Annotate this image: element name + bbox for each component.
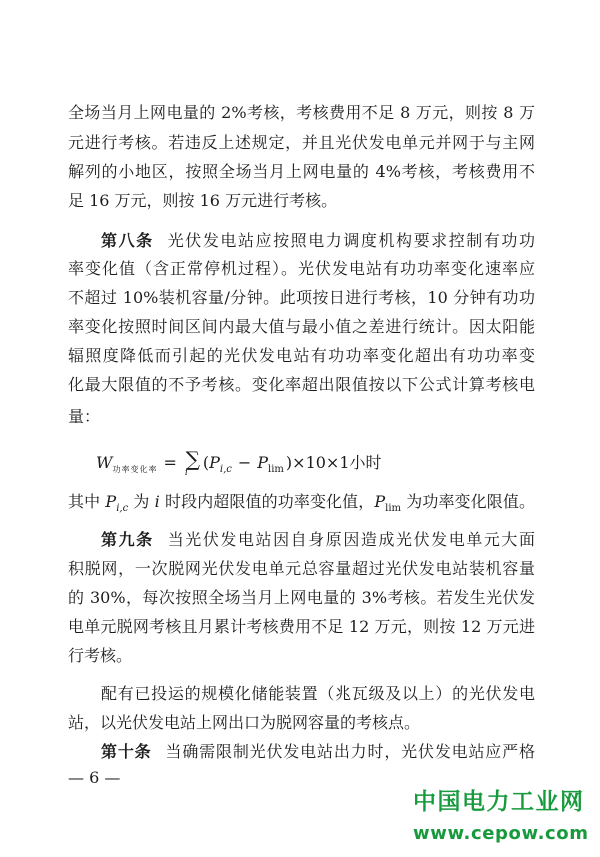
article-8-first-line: [101, 230, 535, 252]
text-line: 当确需限制光伏发电站出力时，光伏发电站应严格: [165, 742, 535, 761]
text-line: 积脱网，一次脱网光伏发电单元总容量超过光伏发电站装机容量: [68, 559, 535, 578]
var-p-ic-subscript: i,c: [116, 503, 129, 514]
text-line: 行考核。: [68, 646, 133, 665]
text-segment: 为: [128, 492, 155, 511]
formula-p-lim-subscript: lim: [268, 464, 284, 475]
article-9-label: 第九条: [101, 530, 154, 549]
formula-p-ic-subscript: i,c: [219, 464, 232, 475]
text-line: 全场当月上网电量的 2%考核，考核费用不足 8 万元，则按 8 万: [68, 103, 535, 122]
text-line: 站，以光伏发电站上网出口为脱网容量的考核点。: [68, 713, 421, 732]
text-line: 电单元脱网考核且月累计考核费用不足 12 万元，则按 12 万元进: [68, 617, 535, 636]
formula-explanation: [68, 491, 535, 513]
text-segment: 时段内超限值的功率变化值，: [159, 492, 375, 511]
text-segment: 其中: [68, 492, 106, 511]
text-line: 当光伏发电站因自身原因造成光伏发电单元大面: [167, 530, 535, 549]
watermark-url: www.cepow.com: [413, 823, 589, 844]
formula-minus: −: [237, 453, 252, 472]
var-p-ic: P: [105, 492, 117, 511]
formula-remainder: )×10×1小时: [285, 453, 382, 472]
formula-open-paren: (: [202, 453, 210, 472]
summation-symbol: ∑: [185, 447, 200, 471]
formula-p-lim: P: [257, 453, 269, 472]
summation-index: i: [184, 468, 188, 478]
text-line: 不超过 10%装机容量/分钟。此项按日进行考核，10 分钟有功功: [68, 288, 535, 307]
text-line: 率变化值（含正常停机过程）。光伏发电站有功功率变化速率应: [68, 259, 535, 278]
article-8-label: 第八条: [101, 231, 154, 250]
text-segment: 为功率变化限值。: [401, 492, 535, 511]
var-i: i: [154, 492, 160, 511]
text-line: 化最大限值的不予考核。变化率超出限值按以下公式计算考核电: [68, 375, 535, 394]
article-10-first-line: [101, 741, 535, 763]
formula-w-subscript: 功率变化率: [112, 465, 158, 474]
text-line: 元进行考核。若违反上述规定，并且光伏发电单元并网于与主网: [68, 133, 535, 152]
text-line: 足 16 万元，则按 16 万元进行考核。: [68, 191, 338, 210]
article-10-label: 第十条: [101, 742, 152, 761]
formula-p-ic: P: [209, 453, 220, 472]
text-line: 解列的小地区，按照全场当月上网电量的 4%考核，考核费用不: [68, 162, 535, 181]
text-line: 的 30%，每次按照全场当月上网电量的 3%考核。若发生光伏发: [68, 588, 535, 607]
watermark-site-name: 中国电力工业网: [413, 789, 583, 815]
formula-equals: =: [163, 453, 177, 472]
assessment-formula: [96, 448, 382, 480]
text-line: 配有已投运的规模化储能装置（兆瓦级及以上）的光伏发电: [101, 684, 535, 703]
page-number: — 6 —: [68, 768, 121, 787]
text-line: 光伏发电站应按照电力调度机构要求控制有功功: [167, 231, 535, 250]
formula-w-variable: W: [96, 453, 113, 472]
article-9-first-line: [101, 529, 535, 551]
var-p-lim: P: [374, 492, 386, 511]
text-line: 率变化按照时间区间内最大值与最小值之差进行统计。因太阳能: [68, 317, 535, 336]
summation-sign: [183, 449, 203, 478]
text-line: 辐照度降低而引起的光伏发电站有功功率变化超出有功功率变: [68, 346, 535, 365]
text-line: 量：: [68, 407, 101, 426]
var-p-lim-subscript: lim: [385, 503, 402, 514]
